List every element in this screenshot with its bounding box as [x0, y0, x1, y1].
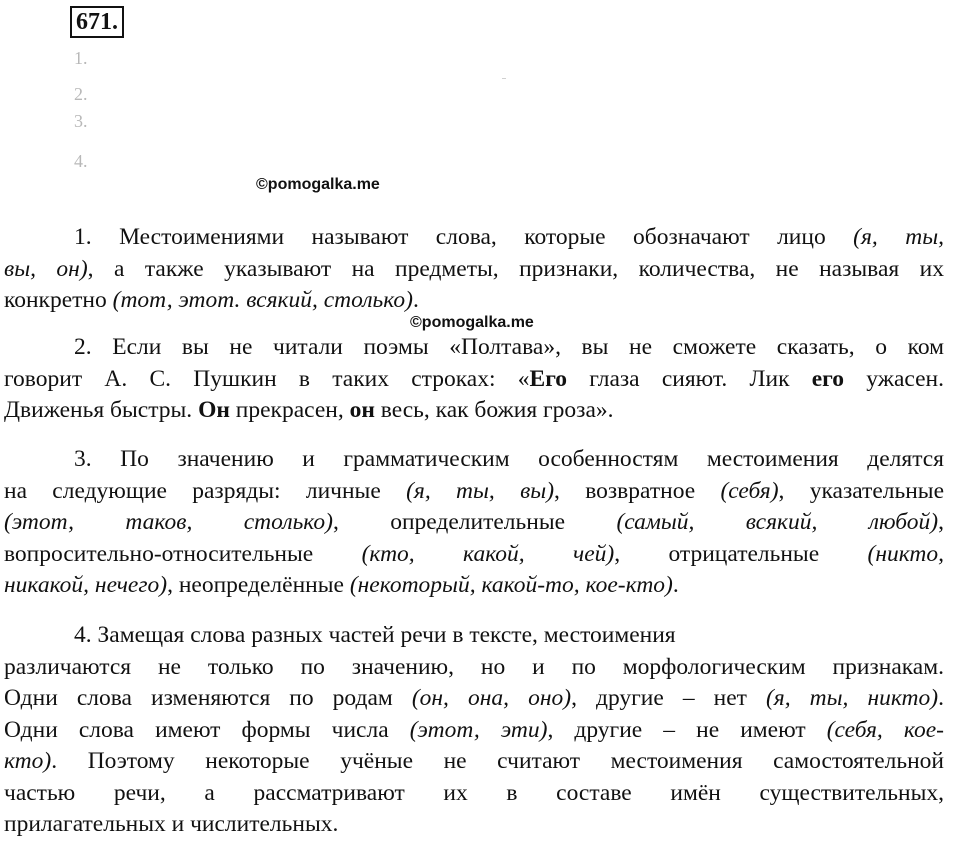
paragraph-3-line-2: на следующие разряды: личные (я, ты, вы), возвратное (себя), указательные — [4, 477, 944, 504]
exercise-number: 671. — [70, 6, 124, 38]
paragraph-1 — [4, 222, 944, 317]
paragraph-4-line-3: Одни слова изменяются по родам (он, она, оно), другие – нет (я, ты, никто). — [4, 685, 944, 711]
paragraph-4-line-7: прилагательных и числительных. — [4, 811, 339, 837]
list-number-4: 4. — [74, 151, 88, 171]
paragraph-4-line-5: кто). Поэтому некоторые учёные не считают местоимения самостоятельной — [4, 748, 944, 774]
watermark-middle: ©pomogalka.me — [410, 314, 534, 331]
paragraph-2 — [4, 332, 944, 427]
paragraph-1-line-2: вы, он), а также указывают на предметы, признаки, количества, не называя их — [4, 255, 944, 282]
faint-mark — [502, 78, 506, 79]
paragraph-3-line-4: вопросительно-относительные (кто, какой, чей), отрицательные (никто, — [4, 540, 945, 567]
paragraph-3-line-5: никакой, нечего), неопределённые (некоторый, какой-то, кое-кто). — [4, 572, 679, 598]
paragraph-4-line-6: частью речи, а рассматривают их в составе имён существительных, — [4, 779, 944, 806]
paragraph-4 — [4, 620, 944, 841]
paragraph-4-line-4: Одни слова имеют формы числа (этот, эти), другие – не имеют (себя, кое- — [4, 716, 944, 743]
paragraph-4-line-1: 4. Замещая слова разных частей речи в тексте, местоимения — [74, 622, 676, 648]
list-number-2: 2. — [74, 84, 88, 104]
paragraph-3 — [4, 444, 944, 602]
paragraph-1-line-3: конкретно (тот, этот. всякий, столько). — [4, 287, 419, 313]
watermark-top: ©pomogalka.me — [256, 176, 380, 193]
paragraph-3-line-3: (этот, таков, столько), определительные (самый, всякий, любой), — [4, 509, 944, 535]
paragraph-3-line-1: 3. По значению и грамматическим особенностям местоимения делятся — [74, 446, 944, 472]
paragraph-2-line-3: Движенья быстры. Он прекрасен, он весь, как божия гроза». — [4, 397, 614, 423]
paragraph-1-line-1: 1. Местоимениями называют слова, которые обозначают лицо (я, ты, — [74, 224, 944, 250]
paragraph-2-line-1: 2. Если вы не читали поэмы «Полтава», вы не сможете сказать, о ком — [74, 334, 944, 360]
paragraph-2-line-2: говорит А. С. Пушкин в таких строках: «Его глаза сияют. Лик его ужасен. — [4, 365, 944, 392]
paragraph-4-line-2: различаются не только по значению, но и по морфологическим признакам. — [4, 653, 944, 680]
list-number-3: 3. — [74, 111, 88, 131]
list-number-1: 1. — [74, 48, 88, 68]
